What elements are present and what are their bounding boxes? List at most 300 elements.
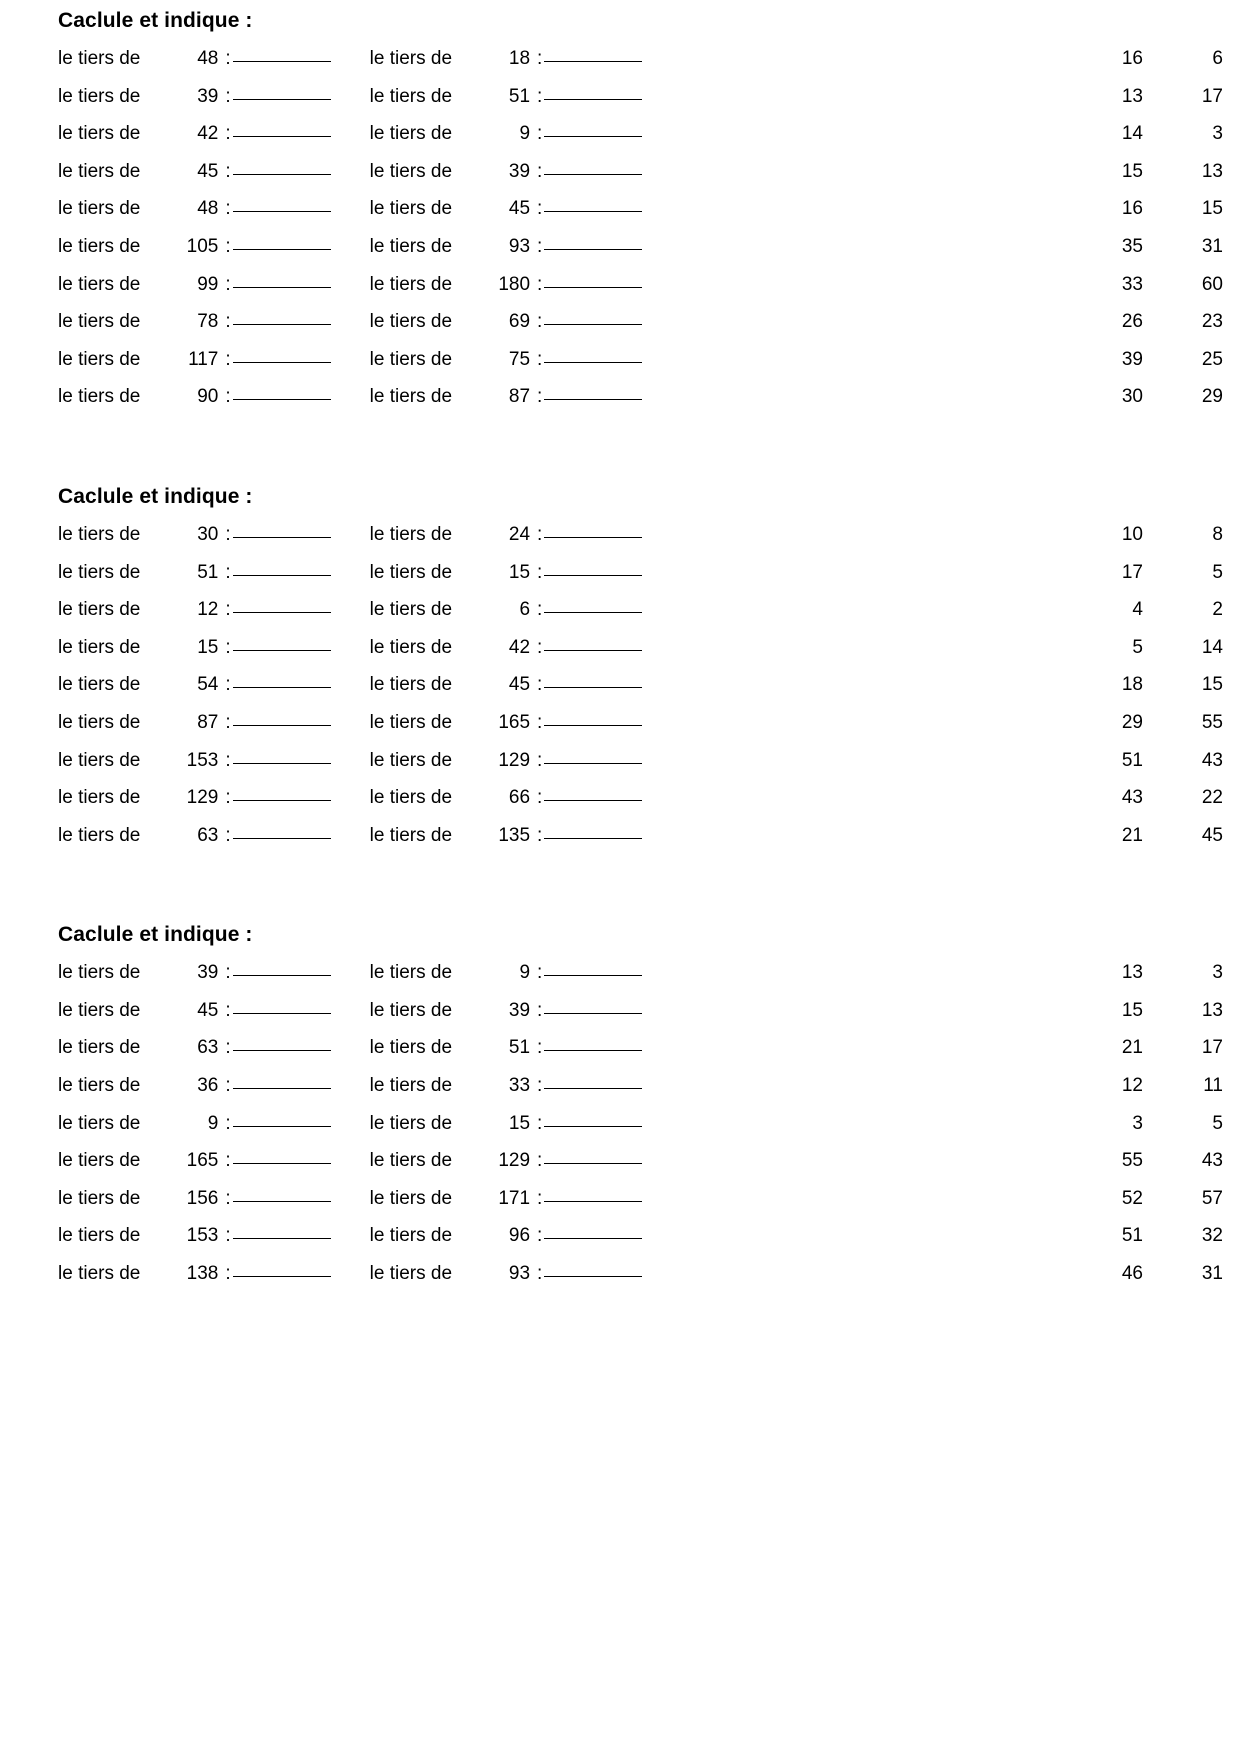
answer-key-right: 25 xyxy=(1201,348,1223,370)
answer-blank-field[interactable] xyxy=(233,724,331,726)
answer-key-right: 3 xyxy=(1212,123,1223,145)
answer-key-left: 51 xyxy=(1121,749,1143,771)
operand-value: 45 xyxy=(508,674,531,696)
answer-blank-field[interactable] xyxy=(544,799,642,801)
exercise-section xyxy=(0,10,1241,416)
exercise-item-right xyxy=(331,817,643,855)
answer-key-left: 21 xyxy=(1121,1037,1143,1059)
exercise-item-left xyxy=(0,954,331,992)
colon-separator: : xyxy=(225,1263,231,1285)
answer-key-right: 29 xyxy=(1201,386,1223,408)
operand-value: 180 xyxy=(498,273,531,295)
exercise-item-right xyxy=(331,704,643,742)
exercise-item-left xyxy=(0,228,331,266)
colon-separator: : xyxy=(537,749,543,771)
answer-key-left: 33 xyxy=(1121,273,1143,295)
exercise-item-left xyxy=(0,378,331,416)
colon-separator: : xyxy=(225,123,231,145)
answer-key-right: 5 xyxy=(1212,1112,1223,1134)
colon-separator: : xyxy=(537,636,543,658)
answer-key-left: 10 xyxy=(1121,523,1143,545)
exercise-row xyxy=(0,992,1241,1030)
exercise-item-right xyxy=(331,115,643,153)
answer-key-right: 6 xyxy=(1212,48,1223,69)
section-gap xyxy=(0,854,1241,924)
answer-key-left: 16 xyxy=(1121,48,1143,69)
operand-value: 156 xyxy=(186,1187,219,1209)
colon-separator: : xyxy=(225,561,231,583)
answer-blank-field[interactable] xyxy=(233,799,331,801)
answer-blank-field[interactable] xyxy=(544,173,642,175)
answer-blank-field[interactable] xyxy=(233,60,331,62)
operation-label: le tiers de xyxy=(369,523,453,545)
answer-key-right: 15 xyxy=(1201,674,1223,696)
section-title: Caclule et indique : xyxy=(58,923,253,947)
sections-container xyxy=(0,10,1241,1293)
answer-blank-field[interactable] xyxy=(544,686,642,688)
exercise-item-left xyxy=(0,115,331,153)
operation-label: le tiers de xyxy=(369,999,453,1021)
exercise-item-right xyxy=(331,516,643,554)
colon-separator: : xyxy=(537,523,543,545)
answer-blank-field[interactable] xyxy=(544,135,642,137)
exercise-item-left xyxy=(0,1217,331,1255)
exercise-row xyxy=(0,554,1241,592)
answer-blank-field[interactable] xyxy=(233,974,331,976)
exercise-item-left xyxy=(0,817,331,855)
exercise-item-left xyxy=(0,591,331,629)
operation-label: le tiers de xyxy=(369,85,453,107)
answer-key-right: 17 xyxy=(1201,85,1223,107)
answer-blank-field[interactable] xyxy=(233,837,331,839)
answer-blank-field[interactable] xyxy=(233,1049,331,1051)
operand-value: 165 xyxy=(186,1150,219,1172)
exercise-row xyxy=(0,704,1241,742)
operand-value: 15 xyxy=(197,636,219,658)
answer-blank-field[interactable] xyxy=(544,210,642,212)
operand-value: 45 xyxy=(197,160,219,182)
operand-value: 129 xyxy=(186,787,219,809)
answer-key-right: 55 xyxy=(1201,711,1223,733)
exercise-row xyxy=(0,954,1241,992)
operand-value: 93 xyxy=(508,1263,531,1285)
operation-label: le tiers de xyxy=(369,1075,453,1097)
colon-separator: : xyxy=(225,1075,231,1097)
operand-value: 36 xyxy=(197,1075,219,1097)
operand-value: 87 xyxy=(508,386,531,408)
section-title: Caclule et indique : xyxy=(58,9,253,32)
exercise-row xyxy=(0,779,1241,817)
exercise-row xyxy=(0,1217,1241,1255)
exercise-item-right xyxy=(331,1029,643,1067)
operand-value: 51 xyxy=(508,85,531,107)
exercise-item-left xyxy=(0,1180,331,1218)
operand-value: 15 xyxy=(508,561,531,583)
answer-key-right: 8 xyxy=(1212,523,1223,545)
answer-key-left: 15 xyxy=(1121,160,1143,182)
exercise-item-left xyxy=(0,303,331,341)
exercise-row xyxy=(0,629,1241,667)
exercise-row xyxy=(0,1105,1241,1143)
colon-separator: : xyxy=(537,787,543,809)
exercise-item-right xyxy=(331,266,643,304)
answer-blank-field[interactable] xyxy=(233,323,331,325)
operand-value: 78 xyxy=(197,311,219,333)
operation-label: le tiers de xyxy=(58,311,141,333)
answer-key-left: 46 xyxy=(1121,1263,1143,1285)
answer-key-left: 52 xyxy=(1121,1187,1143,1209)
colon-separator: : xyxy=(225,999,231,1021)
exercise-item-right xyxy=(331,1180,643,1218)
answer-blank-field[interactable] xyxy=(544,1087,642,1089)
exercise-item-right xyxy=(331,1067,643,1105)
exercise-item-right xyxy=(331,954,643,992)
operand-value: 117 xyxy=(188,348,219,370)
operand-value: 39 xyxy=(508,999,531,1021)
operand-value: 69 xyxy=(508,311,531,333)
exercise-row xyxy=(0,153,1241,191)
operation-label: le tiers de xyxy=(58,999,141,1021)
colon-separator: : xyxy=(537,1075,543,1097)
colon-separator: : xyxy=(537,962,543,984)
answer-key-right: 15 xyxy=(1201,198,1223,220)
operand-value: 99 xyxy=(197,273,219,295)
operand-value: 15 xyxy=(508,1112,531,1134)
operation-label: le tiers de xyxy=(58,561,141,583)
exercise-item-right xyxy=(331,1142,643,1180)
operation-label: le tiers de xyxy=(369,235,453,257)
answer-key-left: 5 xyxy=(1132,636,1143,658)
answer-blank-field[interactable] xyxy=(544,724,642,726)
colon-separator: : xyxy=(537,561,543,583)
colon-separator: : xyxy=(537,311,543,333)
operation-label: le tiers de xyxy=(369,348,453,370)
operation-label: le tiers de xyxy=(369,1225,453,1247)
answer-blank-field[interactable] xyxy=(233,611,331,613)
exercise-item-left xyxy=(0,554,331,592)
operation-label: le tiers de xyxy=(58,1225,141,1247)
operation-label: le tiers de xyxy=(58,787,141,809)
answer-key-left: 51 xyxy=(1121,1225,1143,1247)
answer-blank-field[interactable] xyxy=(233,173,331,175)
answer-blank-field[interactable] xyxy=(544,323,642,325)
operation-label: le tiers de xyxy=(369,824,453,846)
exercise-item-left xyxy=(0,629,331,667)
answer-key-right: 23 xyxy=(1201,311,1223,333)
operation-label: le tiers de xyxy=(58,85,141,107)
answer-blank-field[interactable] xyxy=(233,1012,331,1014)
exercise-row xyxy=(0,266,1241,304)
answer-blank-field[interactable] xyxy=(544,611,642,613)
operation-label: le tiers de xyxy=(58,1075,141,1097)
operand-value: 33 xyxy=(508,1075,531,1097)
operand-value: 153 xyxy=(186,1225,219,1247)
operation-label: le tiers de xyxy=(369,599,453,621)
operation-label: le tiers de xyxy=(58,386,141,408)
answer-key-left: 29 xyxy=(1121,711,1143,733)
answer-blank-field[interactable] xyxy=(544,649,642,651)
exercise-item-left xyxy=(0,779,331,817)
answer-key-right: 11 xyxy=(1203,1075,1223,1097)
operand-value: 54 xyxy=(197,674,219,696)
exercise-item-right xyxy=(331,153,643,191)
operation-label: le tiers de xyxy=(369,962,453,984)
colon-separator: : xyxy=(537,1263,543,1285)
colon-separator: : xyxy=(225,311,231,333)
answer-blank-field[interactable] xyxy=(233,135,331,137)
answer-blank-field[interactable] xyxy=(233,398,331,400)
operation-label: le tiers de xyxy=(58,711,141,733)
exercise-row xyxy=(0,40,1241,78)
operand-value: 90 xyxy=(197,386,219,408)
exercise-item-left xyxy=(0,704,331,742)
operation-label: le tiers de xyxy=(58,636,141,658)
exercise-item-left xyxy=(0,1255,331,1293)
exercise-section xyxy=(0,486,1241,854)
answer-blank-field[interactable] xyxy=(233,1162,331,1164)
operation-label: le tiers de xyxy=(369,273,453,295)
operand-value: 12 xyxy=(197,599,219,621)
exercise-row xyxy=(0,591,1241,629)
colon-separator: : xyxy=(225,636,231,658)
operation-label: le tiers de xyxy=(369,1150,453,1172)
answer-blank-field[interactable] xyxy=(233,1275,331,1277)
answer-blank-field[interactable] xyxy=(544,1200,642,1202)
answer-blank-field[interactable] xyxy=(233,1087,331,1089)
operand-value: 48 xyxy=(197,198,219,220)
answer-key-right: 22 xyxy=(1201,787,1223,809)
exercise-row xyxy=(0,1180,1241,1218)
colon-separator: : xyxy=(537,711,543,733)
exercise-item-left xyxy=(0,78,331,116)
colon-separator: : xyxy=(225,962,231,984)
answer-blank-field[interactable] xyxy=(544,361,642,363)
operation-label: le tiers de xyxy=(58,48,141,69)
operand-value: 39 xyxy=(197,85,219,107)
answer-blank-field[interactable] xyxy=(233,210,331,212)
operation-label: le tiers de xyxy=(58,1187,141,1209)
answer-key-right: 31 xyxy=(1201,235,1223,257)
exercise-row xyxy=(0,1029,1241,1067)
exercise-item-right xyxy=(331,742,643,780)
colon-separator: : xyxy=(537,123,543,145)
answer-blank-field[interactable] xyxy=(544,1012,642,1014)
exercise-item-right xyxy=(331,591,643,629)
operand-value: 42 xyxy=(197,123,219,145)
operation-label: le tiers de xyxy=(58,235,141,257)
operand-value: 129 xyxy=(498,749,531,771)
colon-separator: : xyxy=(537,1225,543,1247)
answer-blank-field[interactable] xyxy=(544,1125,642,1127)
exercise-item-right xyxy=(331,779,643,817)
answer-blank-field[interactable] xyxy=(233,98,331,100)
operation-label: le tiers de xyxy=(369,749,453,771)
answer-key-right: 43 xyxy=(1201,749,1223,771)
answer-key-right: 31 xyxy=(1201,1263,1223,1285)
colon-separator: : xyxy=(537,1037,543,1059)
answer-blank-field[interactable] xyxy=(544,536,642,538)
answer-key-left: 3 xyxy=(1132,1112,1143,1134)
exercise-row xyxy=(0,1142,1241,1180)
answer-blank-field[interactable] xyxy=(544,1162,642,1164)
answer-blank-field[interactable] xyxy=(544,398,642,400)
operation-label: le tiers de xyxy=(58,824,141,846)
exercise-item-left xyxy=(0,742,331,780)
answer-blank-field[interactable] xyxy=(233,649,331,651)
operation-label: le tiers de xyxy=(369,1112,453,1134)
answer-blank-field[interactable] xyxy=(233,1125,331,1127)
operation-label: le tiers de xyxy=(369,674,453,696)
answer-key-right: 57 xyxy=(1201,1187,1223,1209)
answer-blank-field[interactable] xyxy=(233,361,331,363)
colon-separator: : xyxy=(225,824,231,846)
exercise-item-left xyxy=(0,40,331,78)
answer-key-right: 43 xyxy=(1201,1150,1223,1172)
operand-value: 48 xyxy=(197,48,219,69)
operation-label: le tiers de xyxy=(58,1037,141,1059)
operand-value: 63 xyxy=(197,1037,219,1059)
answer-blank-field[interactable] xyxy=(544,98,642,100)
answer-blank-field[interactable] xyxy=(544,1049,642,1051)
exercise-item-left xyxy=(0,190,331,228)
colon-separator: : xyxy=(225,711,231,733)
operation-label: le tiers de xyxy=(58,348,141,370)
answer-key-right: 45 xyxy=(1201,824,1223,846)
exercise-row xyxy=(0,341,1241,379)
colon-separator: : xyxy=(225,348,231,370)
exercise-item-left xyxy=(0,1067,331,1105)
answer-key-right: 5 xyxy=(1212,561,1223,583)
answer-key-left: 13 xyxy=(1121,85,1143,107)
operation-label: le tiers de xyxy=(58,962,141,984)
operation-label: le tiers de xyxy=(58,523,141,545)
answer-key-left: 26 xyxy=(1121,311,1143,333)
operand-value: 66 xyxy=(508,787,531,809)
operation-label: le tiers de xyxy=(369,787,453,809)
answer-blank-field[interactable] xyxy=(544,286,642,288)
operand-value: 9 xyxy=(519,962,531,984)
operand-value: 171 xyxy=(498,1187,531,1209)
operand-value: 138 xyxy=(186,1263,219,1285)
operation-label: le tiers de xyxy=(58,1112,141,1134)
answer-key-left: 39 xyxy=(1121,348,1143,370)
colon-separator: : xyxy=(225,749,231,771)
operation-label: le tiers de xyxy=(58,599,141,621)
answer-key-right: 60 xyxy=(1201,273,1223,295)
answer-key-left: 4 xyxy=(1132,599,1143,621)
exercise-item-right xyxy=(331,378,643,416)
answer-blank-field[interactable] xyxy=(233,686,331,688)
exercise-row xyxy=(0,78,1241,116)
answer-key-left: 18 xyxy=(1121,674,1143,696)
operand-value: 6 xyxy=(519,599,531,621)
answer-key-left: 12 xyxy=(1121,1075,1143,1097)
exercise-item-right xyxy=(331,341,643,379)
answer-blank-field[interactable] xyxy=(233,1200,331,1202)
exercise-rows xyxy=(0,954,1241,1292)
answer-key-right: 13 xyxy=(1201,160,1223,182)
operand-value: 24 xyxy=(508,523,531,545)
answer-blank-field[interactable] xyxy=(544,248,642,250)
operation-label: le tiers de xyxy=(58,198,141,220)
colon-separator: : xyxy=(225,1037,231,1059)
operand-value: 9 xyxy=(207,1112,219,1134)
answer-blank-field[interactable] xyxy=(544,974,642,976)
colon-separator: : xyxy=(225,1150,231,1172)
colon-separator: : xyxy=(225,674,231,696)
operand-value: 51 xyxy=(197,561,219,583)
answer-key-left: 17 xyxy=(1121,561,1143,583)
answer-blank-field[interactable] xyxy=(233,762,331,764)
colon-separator: : xyxy=(225,523,231,545)
colon-separator: : xyxy=(225,787,231,809)
operand-value: 39 xyxy=(197,962,219,984)
exercise-item-right xyxy=(331,1217,643,1255)
answer-blank-field[interactable] xyxy=(233,536,331,538)
exercise-item-left xyxy=(0,153,331,191)
colon-separator: : xyxy=(225,48,231,69)
answer-blank-field[interactable] xyxy=(544,60,642,62)
exercise-rows xyxy=(0,40,1241,416)
operation-label: le tiers de xyxy=(58,1263,141,1285)
answer-blank-field[interactable] xyxy=(233,286,331,288)
colon-separator: : xyxy=(537,1112,543,1134)
exercise-item-left xyxy=(0,992,331,1030)
exercise-row xyxy=(0,1255,1241,1293)
colon-separator: : xyxy=(225,85,231,107)
operand-value: 30 xyxy=(197,523,219,545)
answer-blank-field[interactable] xyxy=(233,248,331,250)
colon-separator: : xyxy=(225,198,231,220)
exercise-item-left xyxy=(0,1029,331,1067)
answer-key-left: 21 xyxy=(1121,824,1143,846)
colon-separator: : xyxy=(537,824,543,846)
answer-blank-field[interactable] xyxy=(544,1237,642,1239)
exercise-row xyxy=(0,115,1241,153)
operation-label: le tiers de xyxy=(369,198,453,220)
operand-value: 135 xyxy=(498,824,531,846)
exercise-item-left xyxy=(0,1105,331,1143)
answer-blank-field[interactable] xyxy=(233,574,331,576)
colon-separator: : xyxy=(537,235,543,257)
answer-blank-field[interactable] xyxy=(233,1237,331,1239)
exercise-row xyxy=(0,190,1241,228)
answer-blank-field[interactable] xyxy=(544,1275,642,1277)
operand-value: 105 xyxy=(186,235,219,257)
answer-blank-field[interactable] xyxy=(544,837,642,839)
answer-blank-field[interactable] xyxy=(544,574,642,576)
colon-separator: : xyxy=(225,1187,231,1209)
operand-value: 45 xyxy=(197,999,219,1021)
answer-blank-field[interactable] xyxy=(544,762,642,764)
exercise-rows xyxy=(0,516,1241,854)
answer-key-left: 14 xyxy=(1121,123,1143,145)
colon-separator: : xyxy=(537,999,543,1021)
operation-label: le tiers de xyxy=(58,749,141,771)
operation-label: le tiers de xyxy=(369,48,453,69)
colon-separator: : xyxy=(537,1150,543,1172)
operation-label: le tiers de xyxy=(58,160,141,182)
operation-label: le tiers de xyxy=(369,386,453,408)
exercise-item-right xyxy=(331,1105,643,1143)
operand-value: 42 xyxy=(508,636,531,658)
exercise-row xyxy=(0,228,1241,266)
operation-label: le tiers de xyxy=(58,1150,141,1172)
colon-separator: : xyxy=(225,235,231,257)
exercise-item-left xyxy=(0,341,331,379)
answer-key-left: 15 xyxy=(1121,999,1143,1021)
operation-label: le tiers de xyxy=(369,1263,453,1285)
